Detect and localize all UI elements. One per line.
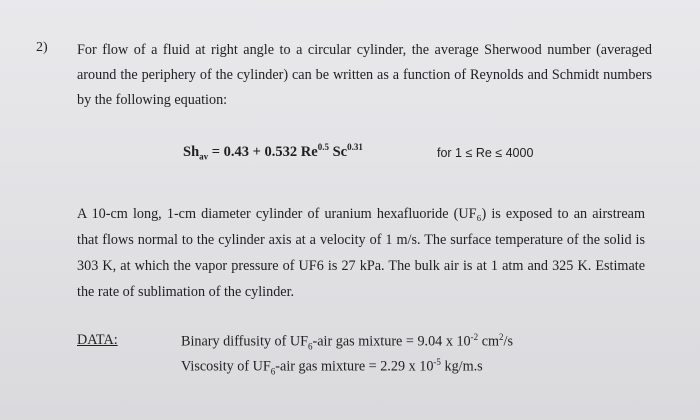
- viscosity-text-a: Viscosity of UF: [181, 358, 271, 375]
- eq-sc-exponent: 0.31: [347, 142, 363, 152]
- viscosity-unit: kg/m.s: [440, 358, 483, 375]
- eq-lhs-subscript: av: [199, 151, 209, 162]
- viscosity-line: [181, 357, 483, 377]
- eq-sc: Sc: [328, 143, 348, 160]
- diffusivity-text-b: -air gas mixture = 9.04 x 10: [312, 333, 471, 350]
- viscosity-exp: -5: [433, 357, 441, 367]
- eq-rhs-re: = 0.43 + 0.532 Re: [208, 143, 318, 160]
- diffusivity-unit-exp: 2: [499, 332, 504, 342]
- viscosity-text-b: -air gas mixture = 2.29 x 10: [275, 358, 434, 375]
- diffusivity-text-a: Binary diffusity of UF: [181, 333, 309, 350]
- diffusivity-exp: -2: [470, 332, 479, 342]
- data-heading: DATA:: [77, 332, 118, 348]
- question-number: 2): [36, 40, 48, 55]
- eq-lhs: Sh: [183, 143, 200, 160]
- diffusivity-unit-a: cm: [478, 333, 500, 350]
- diffusivity-sub: 6: [308, 341, 313, 352]
- problem-statement: A 10-cm long, 1-cm diameter cylinder of uranium hexafluoride (UF₆) is exposed to an airstream that flows normal to the cylinder axis at a velocity of 1 m/s. The surface temperature of the solid is 303 K, at which the vapor pressure of UF6 is 27 kPa. The bulk air is at 1 atm and 325 K. Estimate the rate of sublimation of the cylinder.: [77, 206, 645, 300]
- diffusivity-line: [181, 332, 513, 352]
- eq-re-exponent: 0.5: [317, 142, 329, 152]
- question-intro: For flow of a fluid at right angle to a circular cylinder, the average Sherwood number (averaged around the periphery of the cylinder) can be written as a function of Reynolds and Schmidt numbers by the following equation:: [77, 42, 652, 108]
- diffusivity-unit-b: /s: [503, 333, 514, 350]
- sherwood-equation: [183, 142, 363, 162]
- validity-range: for 1 ≤ Re ≤ 4000: [437, 146, 534, 160]
- viscosity-sub: 6: [270, 366, 276, 377]
